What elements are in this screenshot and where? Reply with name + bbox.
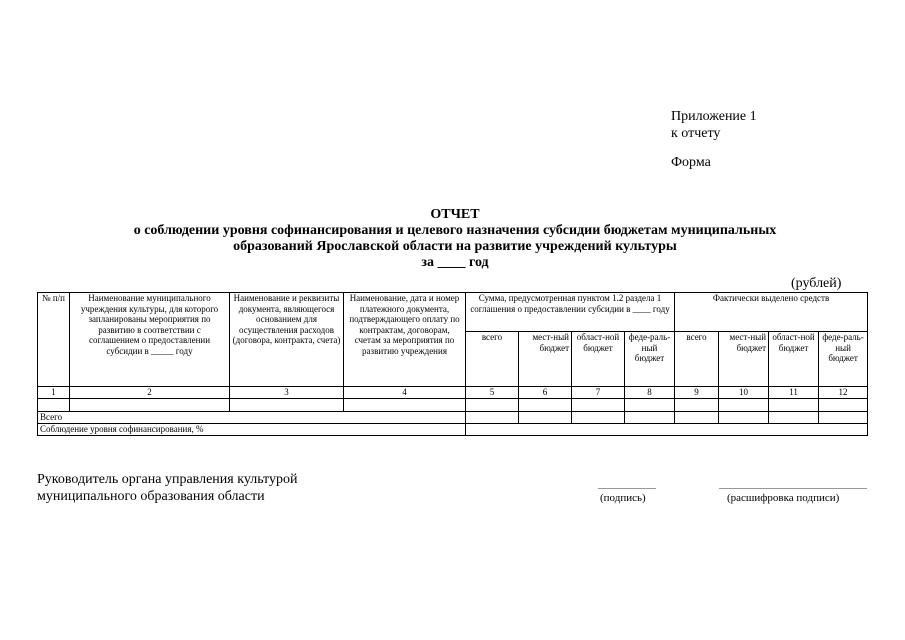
title-heading: ОТЧЕТ	[430, 207, 480, 222]
appendix-line-1: Приложение 1	[671, 109, 757, 124]
table-cell[interactable]	[519, 399, 572, 412]
table-cell[interactable]	[719, 399, 769, 412]
col-number: 1	[38, 387, 70, 399]
subheader-actual-regional: област-ной бюджет	[769, 332, 819, 387]
col-number: 8	[625, 387, 675, 399]
table-row-empty	[38, 399, 868, 412]
cofinancing-label: Соблюдение уровня софинансирования, %	[38, 424, 466, 436]
table-cell[interactable]	[466, 399, 519, 412]
subheader-actual-local: мест-ный бюджет	[719, 332, 769, 387]
signature-decode-line[interactable]	[719, 488, 867, 489]
form-label: Форма	[671, 155, 711, 170]
title-line-2: образований Ярославской области на развитие учреждений культуры	[233, 239, 677, 254]
title-line-1: о соблюдении уровня софинансирования и целевого назначения субсидии бюджетам муниципальных	[133, 223, 777, 238]
signature-caption: (подпись)	[600, 492, 646, 504]
header-payment-document: Наименование, дата и номер платежного документа, подтверждающего оплату по контрактам, договорам, счетам за мероприятия по развитию учреждения	[344, 293, 466, 387]
table-cell[interactable]	[572, 412, 625, 424]
column-number-row	[38, 387, 868, 399]
col-number: 9	[675, 387, 719, 399]
units-label: (рублей)	[791, 276, 842, 291]
table-cell[interactable]	[675, 412, 719, 424]
subheader-planned-regional: област-ной бюджет	[572, 332, 625, 387]
col-number: 5	[466, 387, 519, 399]
subheader-planned-local: мест-ный бюджет	[519, 332, 572, 387]
table-row-total	[38, 412, 868, 424]
table-cell[interactable]	[625, 412, 675, 424]
report-title	[40, 207, 870, 271]
col-number: 2	[70, 387, 230, 399]
subheader-planned-total: всего	[466, 332, 519, 387]
title-line-3: за ____ год	[421, 255, 489, 270]
col-number: 10	[719, 387, 769, 399]
report-table	[37, 292, 868, 436]
header-planned-amount: Сумма, предусмотренная пунктом 1.2 раздела 1 соглашения о предоставлении субсидии в ____ году	[466, 293, 675, 332]
table-cell[interactable]	[719, 412, 769, 424]
table-cell[interactable]	[819, 412, 868, 424]
col-number: 7	[572, 387, 625, 399]
table-row-cofinancing	[38, 424, 868, 436]
header-institution: Наименование муниципального учреждения культуры, для которого запланированы мероприятия по развитию в соответствии с соглашением о предоставлении субсидии в _____ году	[70, 293, 230, 387]
subheader-actual-total: всего	[675, 332, 719, 387]
table-cell[interactable]	[466, 412, 519, 424]
table-cell[interactable]	[230, 399, 344, 412]
table-cell[interactable]	[344, 399, 466, 412]
col-number: 11	[769, 387, 819, 399]
col-number: 3	[230, 387, 344, 399]
subheader-actual-federal: феде-раль-ный бюджет	[819, 332, 868, 387]
total-label: Всего	[38, 412, 466, 424]
table-cell[interactable]	[572, 399, 625, 412]
header-actual-amount: Фактически выделено средств	[675, 293, 868, 332]
signatory-block	[37, 471, 297, 505]
col-number: 6	[519, 387, 572, 399]
col-number: 4	[344, 387, 466, 399]
signature-decode-caption: (расшифровка подписи)	[727, 492, 840, 504]
header-basis-document: Наименование и реквизиты документа, являющегося основанием для осуществления расходов (договора, контракта, счета)	[230, 293, 344, 387]
table-cell[interactable]	[38, 399, 70, 412]
table-cell[interactable]	[466, 424, 868, 436]
appendix-label	[671, 108, 757, 142]
signatory-line-1: Руководитель органа управления культурой	[37, 472, 298, 487]
appendix-line-2: к отчету	[671, 126, 721, 141]
table-cell[interactable]	[625, 399, 675, 412]
table-cell[interactable]	[769, 412, 819, 424]
table-cell[interactable]	[70, 399, 230, 412]
subheader-planned-federal: феде-раль-ный бюджет	[625, 332, 675, 387]
signature-line[interactable]	[598, 488, 656, 489]
table-cell[interactable]	[819, 399, 868, 412]
table-cell[interactable]	[519, 412, 572, 424]
signatory-line-2: муниципального образования области	[37, 489, 265, 504]
table-cell[interactable]	[675, 399, 719, 412]
table-cell[interactable]	[769, 399, 819, 412]
header-number: № п/п	[38, 293, 70, 387]
col-number: 12	[819, 387, 868, 399]
